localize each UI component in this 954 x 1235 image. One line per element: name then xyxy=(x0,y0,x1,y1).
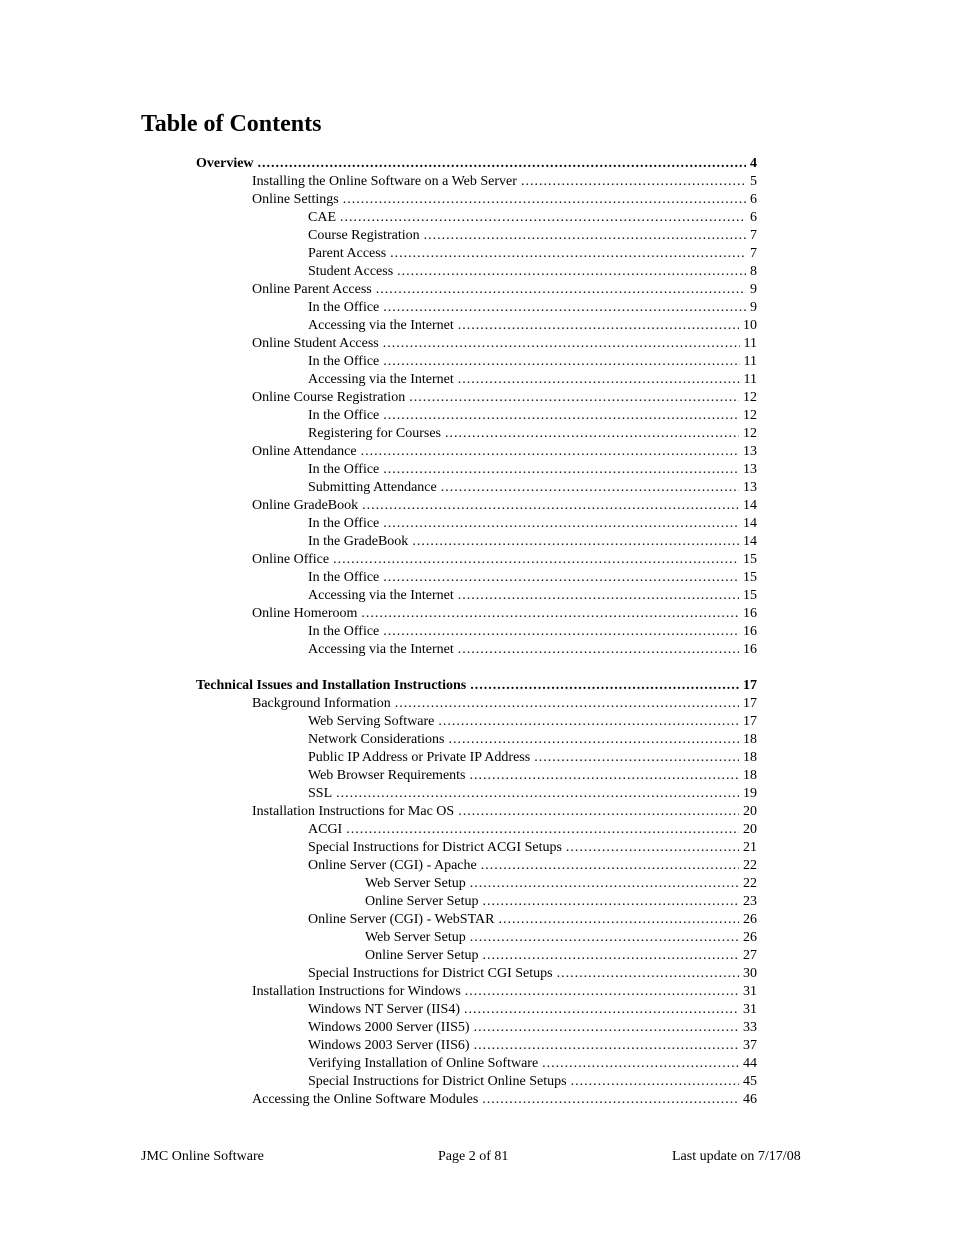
toc-entry-page: 22 xyxy=(743,858,757,873)
toc-entry-page: 16 xyxy=(743,642,757,657)
toc-leader-dots xyxy=(474,1037,739,1055)
toc-entry-label: Web Server Setup xyxy=(365,930,466,945)
toc-entry-page: 12 xyxy=(743,390,757,405)
toc-entry-label: Special Instructions for District CGI Setups xyxy=(308,966,553,981)
toc-entry xyxy=(308,587,757,605)
toc-entry-label: Parent Access xyxy=(308,246,387,261)
toc-entry xyxy=(252,605,757,623)
toc-entry-page: 22 xyxy=(743,876,757,891)
toc-entry-page: 17 xyxy=(743,678,757,693)
toc-entry-page: 17 xyxy=(743,714,757,729)
toc-leader-dots xyxy=(383,461,739,479)
toc-entry-page: 11 xyxy=(743,372,757,387)
toc-leader-dots xyxy=(458,371,740,389)
toc-entry-label: Submitting Attendance xyxy=(308,480,437,495)
toc-entry xyxy=(252,983,757,1001)
toc-entry-page: 27 xyxy=(743,948,757,963)
toc-entry xyxy=(308,1073,757,1091)
toc-leader-dots xyxy=(458,587,739,605)
toc-leader-dots xyxy=(346,821,739,839)
toc-section-entry xyxy=(196,677,757,695)
toc-leader-dots xyxy=(534,749,739,767)
toc-entry-page: 16 xyxy=(743,606,757,621)
toc-leader-dots xyxy=(557,965,739,983)
toc-entry-label: SSL xyxy=(308,786,333,801)
toc-leader-dots xyxy=(383,569,739,587)
toc-entry-label: Online Server (CGI) - Apache xyxy=(308,858,477,873)
toc-entry-page: 15 xyxy=(743,552,757,567)
footer-page-number: Page 2 of 81 xyxy=(438,1149,509,1164)
toc-entry xyxy=(308,641,757,659)
toc-entry xyxy=(252,695,757,713)
toc-entry-page: 18 xyxy=(743,732,757,747)
toc-entry xyxy=(308,839,757,857)
toc-leader-dots xyxy=(571,1073,739,1091)
footer-last-update: Last update on 7/17/08 xyxy=(672,1149,801,1164)
toc-entry-page: 33 xyxy=(743,1020,757,1035)
toc-entry-page: 18 xyxy=(743,768,757,783)
toc-leader-dots xyxy=(474,1019,739,1037)
toc-leader-dots xyxy=(362,497,739,515)
toc-entry-page: 13 xyxy=(743,444,757,459)
toc-leader-dots xyxy=(383,353,739,371)
toc-entry-page: 7 xyxy=(750,228,757,243)
toc-entry xyxy=(308,569,757,587)
toc-entry xyxy=(308,461,757,479)
toc-entry-page: 12 xyxy=(743,408,757,423)
toc-entry xyxy=(308,209,757,227)
toc-entry xyxy=(308,767,757,785)
toc-leader-dots xyxy=(482,1091,739,1109)
toc-entry xyxy=(252,173,757,191)
toc-leader-dots xyxy=(383,623,739,641)
toc-leader-dots xyxy=(343,191,746,209)
toc-entry-label: In the Office xyxy=(308,300,380,315)
toc-entry-label: In the Office xyxy=(308,408,380,423)
toc-entry xyxy=(308,713,757,731)
toc-entry-label: In the Office xyxy=(308,354,380,369)
toc-entry-label: Special Instructions for District ACGI Setups xyxy=(308,840,562,855)
toc-entry-label: Network Considerations xyxy=(308,732,445,747)
toc-entry-label: Verifying Installation of Online Software xyxy=(308,1056,539,1071)
toc-entry xyxy=(308,479,757,497)
toc-entry-page: 9 xyxy=(750,300,757,315)
toc-entry xyxy=(365,875,757,893)
toc-entry xyxy=(308,299,757,317)
toc-entry-page: 14 xyxy=(743,516,757,531)
toc-entry xyxy=(365,929,757,947)
toc-entry-label: Online Course Registration xyxy=(252,390,406,405)
toc-entry xyxy=(252,443,757,461)
toc-entry-page: 11 xyxy=(743,336,757,351)
toc-entry-page: 26 xyxy=(743,912,757,927)
toc-entry-page: 19 xyxy=(743,786,757,801)
toc-leader-dots xyxy=(383,335,740,353)
toc-entry-page: 31 xyxy=(743,1002,757,1017)
toc-entry-page: 9 xyxy=(750,282,757,297)
toc-entry-page: 7 xyxy=(750,246,757,261)
toc-entry-page: 30 xyxy=(743,966,757,981)
toc-entry-label: In the Office xyxy=(308,516,380,531)
toc-entry-label: CAE xyxy=(308,210,336,225)
toc-leader-dots xyxy=(412,533,739,551)
toc-entry-page: 10 xyxy=(743,318,757,333)
toc-leader-dots xyxy=(441,479,739,497)
toc-entry-label: Online Server (CGI) - WebSTAR xyxy=(308,912,495,927)
toc-entry-page: 26 xyxy=(743,930,757,945)
page-title: Table of Contents xyxy=(141,111,322,137)
toc-entry xyxy=(308,965,757,983)
toc-entry-label: In the Office xyxy=(308,462,380,477)
toc-entry xyxy=(308,263,757,281)
toc-leader-dots xyxy=(464,1001,739,1019)
toc-entry-page: 12 xyxy=(743,426,757,441)
toc-entry-page: 18 xyxy=(743,750,757,765)
toc-entry xyxy=(308,227,757,245)
toc-leader-dots xyxy=(448,731,739,749)
toc-leader-dots xyxy=(458,317,739,335)
toc-entry-label: Online GradeBook xyxy=(252,498,359,513)
toc-entry-page: 15 xyxy=(743,588,757,603)
toc-leader-dots xyxy=(409,389,739,407)
toc-entry xyxy=(252,497,757,515)
toc-entry-page: 31 xyxy=(743,984,757,999)
toc-leader-dots xyxy=(336,785,739,803)
toc-entry-label: Public IP Address or Private IP Address xyxy=(308,750,531,765)
toc-entry xyxy=(252,389,757,407)
toc-entry-page: 17 xyxy=(743,696,757,711)
toc-entry-label: Overview xyxy=(196,156,254,171)
toc-leader-dots xyxy=(465,983,739,1001)
toc-entry-page: 6 xyxy=(750,210,757,225)
toc-entry-page: 15 xyxy=(743,570,757,585)
toc-entry xyxy=(308,425,757,443)
toc-entry-label: Web Browser Requirements xyxy=(308,768,466,783)
toc-entry-label: Accessing the Online Software Modules xyxy=(252,1092,479,1107)
toc-leader-dots xyxy=(383,299,746,317)
toc-entry-label: Web Serving Software xyxy=(308,714,435,729)
toc-entry-label: In the GradeBook xyxy=(308,534,409,549)
toc-entry-label: Online Settings xyxy=(252,192,339,207)
toc-entry xyxy=(308,623,757,641)
toc-entry-label: Accessing via the Internet xyxy=(308,318,454,333)
toc-entry-label: Student Access xyxy=(308,264,394,279)
toc-leader-dots xyxy=(470,677,739,695)
toc-entry xyxy=(252,803,757,821)
toc-entry-page: 8 xyxy=(750,264,757,279)
toc-entry xyxy=(308,1055,757,1073)
toc-entry-page: 44 xyxy=(743,1056,757,1071)
toc-leader-dots xyxy=(383,515,739,533)
toc-entry xyxy=(365,947,757,965)
toc-leader-dots xyxy=(542,1055,739,1073)
toc-entry-page: 20 xyxy=(743,822,757,837)
toc-entry-label: In the Office xyxy=(308,624,380,639)
toc-section-entry xyxy=(196,155,757,173)
toc-entry xyxy=(252,551,757,569)
toc-leader-dots xyxy=(361,443,739,461)
toc-leader-dots xyxy=(397,263,746,281)
toc-entry-label: Online Office xyxy=(252,552,330,567)
toc-leader-dots xyxy=(470,929,739,947)
toc-entry xyxy=(308,371,757,389)
toc-leader-dots xyxy=(383,407,739,425)
toc-leader-dots xyxy=(395,695,739,713)
toc-leader-dots xyxy=(438,713,739,731)
toc-entry-page: 16 xyxy=(743,624,757,639)
toc-entry xyxy=(252,1091,757,1109)
toc-entry xyxy=(308,1037,757,1055)
toc-entry-label: Installation Instructions for Windows xyxy=(252,984,461,999)
toc-entry-label: Online Server Setup xyxy=(365,948,479,963)
toc-entry xyxy=(252,335,757,353)
toc-entry-label: Windows NT Server (IIS4) xyxy=(308,1002,460,1017)
toc-entry-label: Online Server Setup xyxy=(365,894,479,909)
toc-entry-label: Installing the Online Software on a Web Server xyxy=(252,174,517,189)
toc-entry-label: In the Office xyxy=(308,570,380,585)
toc-entry xyxy=(308,821,757,839)
toc-entry-label: ACGI xyxy=(308,822,343,837)
toc-entry-label: Online Homeroom xyxy=(252,606,358,621)
toc-entry-label: Online Attendance xyxy=(252,444,357,459)
toc-entry xyxy=(308,731,757,749)
toc-entry-label: Accessing via the Internet xyxy=(308,588,454,603)
toc-entry xyxy=(308,1001,757,1019)
toc-leader-dots xyxy=(258,155,746,173)
toc-leader-dots xyxy=(483,947,739,965)
toc-leader-dots xyxy=(390,245,746,263)
toc-entry xyxy=(252,191,757,209)
toc-entry-label: Registering for Courses xyxy=(308,426,441,441)
toc-entry-label: Accessing via the Internet xyxy=(308,372,454,387)
toc-entry-page: 13 xyxy=(743,462,757,477)
toc-entry xyxy=(308,785,757,803)
toc-leader-dots xyxy=(470,767,740,785)
toc-leader-dots xyxy=(483,893,739,911)
toc-leader-dots xyxy=(521,173,746,191)
toc-entry xyxy=(252,281,757,299)
toc-entry-label: Technical Issues and Installation Instructions xyxy=(196,678,467,693)
toc-entry xyxy=(308,515,757,533)
toc-leader-dots xyxy=(498,911,739,929)
toc-entry-label: Online Student Access xyxy=(252,336,379,351)
toc-entry xyxy=(308,245,757,263)
toc-entry-page: 20 xyxy=(743,804,757,819)
toc-leader-dots xyxy=(470,875,739,893)
toc-entry-page: 46 xyxy=(743,1092,757,1107)
toc-leader-dots xyxy=(566,839,739,857)
toc-entry-page: 13 xyxy=(743,480,757,495)
toc-entry xyxy=(308,857,757,875)
toc-entry xyxy=(308,1019,757,1037)
toc-entry-page: 6 xyxy=(750,192,757,207)
toc-entry xyxy=(308,407,757,425)
toc-entry-label: Special Instructions for District Online Setups xyxy=(308,1074,567,1089)
toc-entry-label: Windows 2003 Server (IIS6) xyxy=(308,1038,470,1053)
toc-entry-page: 23 xyxy=(743,894,757,909)
toc-entry-label: Web Server Setup xyxy=(365,876,466,891)
toc-entry-label: Course Registration xyxy=(308,228,420,243)
toc-leader-dots xyxy=(458,641,739,659)
toc-entry xyxy=(308,749,757,767)
toc-entry-label: Installation Instructions for Mac OS xyxy=(252,804,455,819)
toc-leader-dots xyxy=(458,803,739,821)
toc-entry-page: 5 xyxy=(750,174,757,189)
toc-entry-page: 11 xyxy=(743,354,757,369)
toc-entry xyxy=(365,893,757,911)
toc-entry-page: 14 xyxy=(743,534,757,549)
toc-entry xyxy=(308,911,757,929)
toc-entry xyxy=(308,353,757,371)
toc-entry-label: Background Information xyxy=(252,696,391,711)
toc-entry-label: Online Parent Access xyxy=(252,282,372,297)
toc-entry-page: 14 xyxy=(743,498,757,513)
toc-leader-dots xyxy=(481,857,739,875)
footer-left: JMC Online Software xyxy=(141,1149,264,1164)
toc-entry xyxy=(308,533,757,551)
toc-leader-dots xyxy=(333,551,739,569)
toc-leader-dots xyxy=(445,425,739,443)
toc-entry-page: 37 xyxy=(743,1038,757,1053)
toc-entry-label: Accessing via the Internet xyxy=(308,642,454,657)
toc-entry-page: 4 xyxy=(750,156,757,171)
toc-leader-dots xyxy=(424,227,746,245)
toc-entry xyxy=(308,317,757,335)
toc-leader-dots xyxy=(376,281,746,299)
toc-entry-page: 21 xyxy=(743,840,757,855)
toc-entry-page: 45 xyxy=(743,1074,757,1089)
toc-leader-dots xyxy=(361,605,739,623)
toc-entry-label: Windows 2000 Server (IIS5) xyxy=(308,1020,470,1035)
toc-leader-dots xyxy=(340,209,746,227)
